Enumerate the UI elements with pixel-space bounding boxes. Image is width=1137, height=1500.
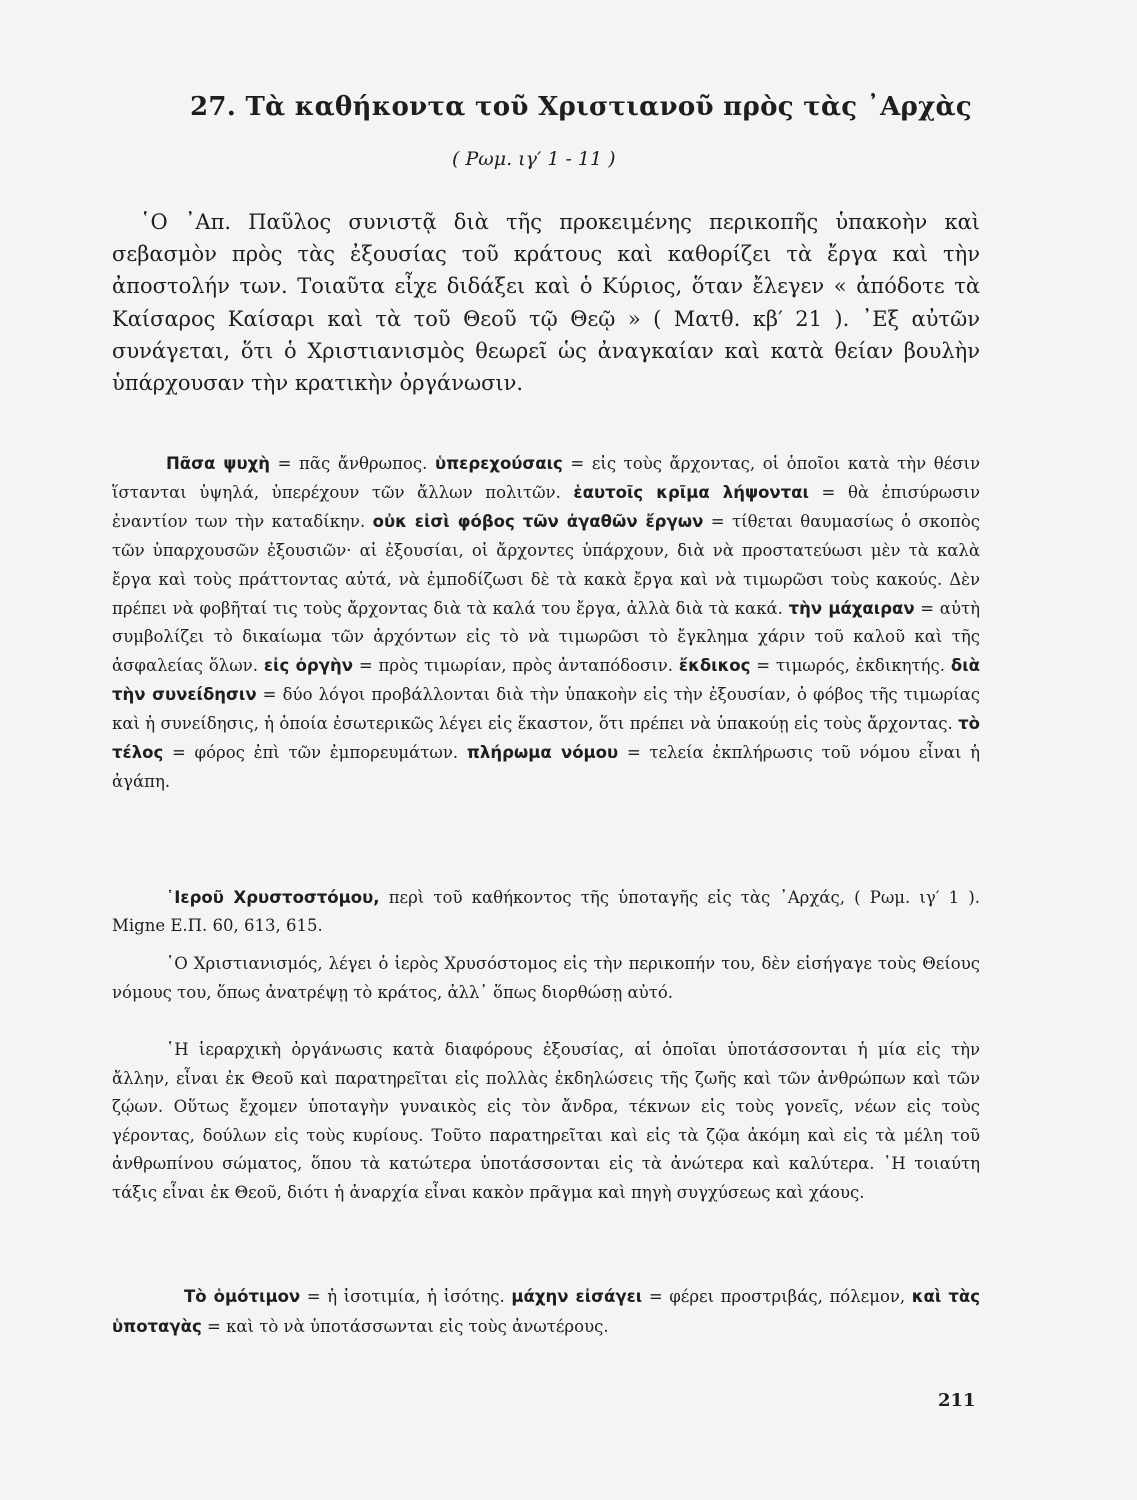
chrysostom-heading: ῾Ιεροῦ Χρυστοστόμου,	[166, 888, 380, 907]
glossary-term: Τὸ ὁμότιμον	[184, 1287, 301, 1306]
glossary-term: Πᾶσα ψυχὴ	[166, 454, 271, 473]
glossary-definition: = ἡ ἰσοτιμία, ἡ ἰσότης.	[300, 1287, 512, 1306]
scripture-reference: ( Ρωμ. ιγ′ 1 - 11 )	[452, 148, 616, 170]
glossary-definition: = εἰς τοὺς ἄρχοντας, οἱ ὁποῖοι κατὰ τὴν θέσιν ἵστανται ὑψηλά, ὑπερέχουν τῶν ἄλλων πολιτῶν.	[112, 454, 981, 502]
glossary-term: μάχην εἰσάγει	[511, 1287, 643, 1306]
intro-paragraph: ῾Ο ᾽Απ. Παῦλος συνιστᾷ διὰ τῆς προκειμένης περικοπῆς ὑπακοὴν καὶ σεβασμὸν πρὸς τὰς ἐξουσίας τοῦ κράτους καὶ καθορίζει τὰ ἔργα καὶ τὴν ἀποστολήν των. Τοιαῦτα εἶχε διδάξει καὶ ὁ Κύριος, ὅταν ἔλεγεν « ἀπόδοτε τὰ Καίσαρος Καίσαρι καὶ τὰ τοῦ Θεοῦ τῷ Θεῷ » ( Ματθ. κβ′ 21 ). ᾽Εξ αὐτῶν συνάγεται, ὅτι ὁ Χριστιανισμὸς θεωρεῖ ὡς ἀναγκαίαν καὶ κατὰ θείαν βουλὴν ὑπάρχουσαν τὴν κρατικὴν ὀργάνωσιν.	[112, 210, 980, 396]
commentary-paragraph-1: ῾Ο Χριστιανισμός, λέγει ὁ ἱερὸς Χρυσόστομος εἰς τὴν περικοπήν του, δὲν εἰσήγαγε τοὺς Θείους νόμους του, ὅπως ἀνατρέψῃ τὸ κράτος, ἀλλ᾽ ὅπως διορθώσῃ αὐτό.	[112, 954, 980, 1002]
chrysostom-reference	[112, 884, 980, 940]
glossary-definition: = πρὸς τιμωρίαν, πρὸς ἀνταπόδοσιν.	[352, 656, 679, 676]
glossary-definition: = φέρει προστριβάς, πόλεμον,	[642, 1287, 912, 1306]
section-title: 27. Τὰ καθήκοντα τοῦ Χριστιανοῦ πρὸς τὰς ᾽Αρχὰς	[190, 92, 972, 122]
glossary-paragraph	[112, 450, 980, 797]
glossary-term: διὰ τὴν συνείδησιν	[112, 656, 980, 705]
glossary-term: εἰς ὀργὴν	[263, 656, 353, 676]
glossary-term: ὑπερεχούσαις	[434, 454, 563, 473]
commentary-paragraph-2: ῾Η ἱεραρχικὴ ὀργάνωσις κατὰ διαφόρους ἐξουσίας, αἱ ὁποῖαι ὑποτάσσονται ἡ μία εἰς τὴν ἄλλην, εἶναι ἐκ Θεοῦ καὶ παρατηρεῖται εἰς πολλὰς ἐκδηλώσεις τῆς ζωῆς καὶ τῶν ἀνθρώπων καὶ τῶν ζῴων. Οὕτως ἔχομεν ὑποταγὴν γυναικὸς εἰς τὸν ἄνδρα, τέκνων εἰς τοὺς γονεῖς, νέων εἰς τοὺς γέροντας, δούλων εἰς τοὺς κυρίους. Τοῦτο παρατηρεῖται καὶ εἰς τὰ ζῷα ἀκόμη καὶ εἰς τὰ μέλη τοῦ ἀνθρωπίνου σώματος, ὅπου τὰ κατώτερα ὑποτάσσονται εἰς τὰ ἀνώτερα καὶ καλύτερα. ῾Η τοιαύτη τάξις εἶναι ἐκ Θεοῦ, διότι ἡ ἀναρχία εἶναι κακὸν πρᾶγμα καὶ πηγὴ συγχύσεως καὶ χάους.	[112, 1040, 980, 1202]
glossary-definition: = δύο λόγοι προβάλλονται διὰ τὴν ὑπακοὴν εἰς τὴν ἐξουσίαν, ὁ φόβος τῆς τιμωρίας καὶ ἡ συνείδησις, ἡ ὁποία ἐσωτερικῶς λέγει εἰς ἕκαστον, ὅτι πρέπει νὰ ὑπακούῃ εἰς τοὺς ἄρχοντας.	[112, 685, 980, 734]
glossary-term: πλήρωμα νόμου	[466, 743, 619, 763]
glossary-definition: = καὶ τὸ νὰ ὑποτάσσωνται εἰς τοὺς ἀνωτέρους.	[201, 1317, 609, 1336]
glossary-term: καὶ τὰς ὑποταγὰς	[112, 1287, 980, 1336]
glossary-definition: = αὐτὴ συμβολίζει τὸ δικαίωμα τῶν ἀρχόντων εἰς τὸ νὰ τιμωρῶσι τὸ ἔγκλημα χάριν τοῦ καλοῦ καὶ τῆς ἀσφαλείας ὅλων.	[112, 598, 980, 676]
glossary-term: τὸ τέλος	[112, 714, 980, 763]
glossary-term: ἑαυτοῖς κρῖμα λήψονται	[573, 482, 809, 502]
final-glossary-paragraph	[112, 1282, 980, 1342]
glossary-definition: = τίθεται θαυμασίως ὁ σκοπὸς τῶν ὑπαρχουσῶν ἐξουσιῶν· αἱ ἐξουσίαι, οἱ ἄρχοντες ὑπάρχουν, διὰ νὰ προστατεύωσι μὲν τὰ καλὰ ἔργα καὶ τοὺς πράττοντας αὐτά, νὰ ἐμποδίζωσι δὲ τὰ κακὰ ἔργα καὶ νὰ τιμωρῶσι τοὺς κακούς. Δὲν πρέπει νὰ φοβῆταί τις τοὺς ἄρχοντας διὰ τὰ καλά του ἔργα, ἀλλὰ διὰ τὰ κακά.	[112, 511, 980, 618]
glossary-definition: = θὰ ἐπισύρωσιν ἐναντίον των τὴν καταδίκην.	[112, 482, 981, 531]
glossary-definition: = φόρος ἐπὶ τῶν ἐμπορευμάτων.	[163, 743, 467, 763]
glossary-term: οὐκ εἰσὶ φόβος τῶν ἀγαθῶν ἔργων	[372, 511, 704, 531]
glossary-definition: = πᾶς ἄνθρωπος.	[270, 454, 435, 473]
page-number: 211	[938, 1390, 976, 1411]
glossary-term: ἔκδικος	[678, 656, 751, 676]
glossary-definition: = τιμωρός, ἐκδικητής.	[750, 656, 951, 676]
glossary-definition: = τελεία ἐκπλήρωσις τοῦ νόμου εἶναι ἡ ἀγάπη.	[112, 743, 981, 791]
chrysostom-citation: περὶ τοῦ καθήκοντος τῆς ὑποταγῆς εἰς τὰς ᾽Αρχάς, ( Ρωμ. ιγ′ 1 ). Migne Ε.Π. 60, 613, 615.	[112, 888, 980, 935]
glossary-term: τὴν μάχαιραν	[788, 598, 915, 618]
